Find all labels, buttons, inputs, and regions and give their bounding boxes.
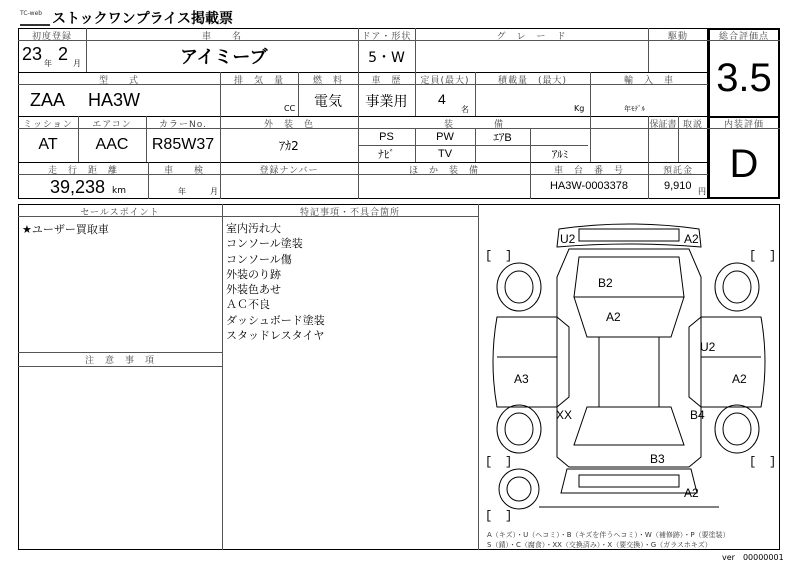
equip-ps: PS — [379, 131, 394, 143]
equip-alumi: ｱﾙﾐ — [551, 149, 569, 161]
door-shape-value: 5・W — [368, 50, 405, 66]
other-equipment-header: ほ か 装 備 — [408, 166, 479, 176]
mark-left-rear-door: XX — [556, 408, 573, 422]
legend-line-1: A（キズ）・U（ヘコミ）・B（キズを伴うヘコミ）・W（補修跡）・P（要塗装） — [487, 531, 730, 539]
chassis-no-header: 車 台 番 号 — [553, 166, 624, 176]
aircon-header: エアコン — [92, 120, 132, 130]
displacement-header: 排 気 量 — [233, 76, 284, 86]
grade-header: グ レ ー ド — [496, 32, 567, 42]
version-label: ver 00000001 — [722, 553, 784, 562]
warranty-header: 保証書 — [649, 120, 677, 130]
mark-right-side: A2 — [732, 372, 747, 386]
import-header: 輸 入 車 — [623, 76, 674, 86]
history-value: 事業用 — [365, 94, 408, 110]
load-header: 積載量 (最大) — [497, 76, 568, 86]
color-no-header: カラーNo. — [159, 120, 207, 130]
mileage-header: 走 行 距 離 — [47, 166, 118, 176]
legend-line-2: S（錆）・C（腐食）・XX（交換済み）・X（要交換）・G（ガラスホキズ） — [487, 541, 712, 549]
capacity-header: 定員(最大) — [420, 76, 470, 86]
note-item: ダッシュボード塗装 — [226, 313, 325, 327]
insp-month-unit: 月 — [210, 187, 218, 196]
svg-text:]: ] — [505, 249, 513, 263]
note-item: ＡＣ不良 — [226, 298, 270, 312]
mark-front-bumper-right: A2 — [684, 232, 699, 246]
est-price-value: 9,910 — [664, 180, 692, 192]
door-shape-header: ドア・形状 — [361, 32, 412, 42]
mark-front-bumper-left: U2 — [560, 232, 576, 246]
equip-pw: PW — [436, 131, 454, 143]
yen-unit: 円 — [698, 187, 706, 196]
car-name-header: 車 名 — [201, 32, 242, 42]
svg-text:]: ] — [769, 249, 777, 263]
svg-text:]: ] — [505, 509, 513, 523]
import-note: 年ﾓﾃﾞﾙ — [624, 105, 645, 113]
interior-score-header: 内装評価 — [723, 120, 764, 130]
mark-rear-hatch: B3 — [650, 452, 665, 466]
note-item: 室内汚れ大 — [226, 222, 281, 235]
mission-value: AT — [38, 136, 58, 153]
mission-header: ミッション — [23, 120, 73, 130]
load-unit: Kg — [574, 104, 585, 113]
manual-header: 取説 — [682, 120, 703, 130]
month-unit: 月 — [73, 59, 81, 68]
reg-number-header: 登録ナンバー — [259, 166, 319, 176]
page-title: ストックワンプライス掲載票 — [52, 11, 234, 27]
svg-text:]: ] — [505, 455, 513, 469]
fuel-value: 電気 — [314, 94, 342, 110]
mileage-unit: km — [112, 186, 126, 196]
svg-text:[: [ — [749, 249, 757, 263]
first-reg-header: 初度登録 — [31, 32, 72, 42]
note-item: スタッドレスタイヤ — [226, 329, 325, 343]
capacity-value: 4 — [438, 91, 446, 107]
sales-points-header: セールスポイント — [80, 208, 160, 218]
insp-year-unit: 年 — [178, 187, 186, 196]
equipment-header: 装 備 — [443, 120, 504, 130]
first-reg-month: 2 — [58, 44, 69, 64]
total-score-header: 総合評価点 — [718, 32, 769, 42]
cc-unit: CC — [284, 104, 296, 113]
mileage-value: 39,238 — [50, 177, 106, 197]
brand-logo: TC-web — [20, 10, 50, 26]
capacity-unit: 名 — [461, 105, 469, 114]
fuel-header: 燃 料 — [312, 76, 343, 86]
notes-header: 特記事項・不具合箇所 — [299, 208, 400, 218]
note-item: 外装のり跡 — [226, 267, 281, 281]
exterior-color-value: ｱｶ2 — [279, 138, 299, 153]
equip-airbag: ｴｱB — [493, 132, 512, 144]
mark-rear-bumper: A2 — [684, 486, 699, 500]
total-score-value: 3.5 — [716, 56, 772, 100]
equip-tv: TV — [437, 148, 453, 160]
drive-header: 駆動 — [667, 32, 688, 42]
inspection-header: 車 検 — [163, 166, 204, 176]
mark-right-rear-door: B4 — [690, 408, 705, 422]
note-item: コンソール塗装 — [226, 237, 303, 251]
color-no-value: R85W37 — [151, 136, 215, 153]
exterior-color-header: 外 装 色 — [263, 120, 314, 130]
note-item: 外装色あせ — [226, 283, 281, 297]
note-item: コンソール傷 — [226, 252, 292, 266]
est-price-header: 預託金 — [662, 166, 693, 176]
history-header: 車 歴 — [371, 76, 402, 86]
interior-score-value: D — [729, 141, 759, 186]
year-unit: 年 — [44, 59, 52, 68]
chassis-no-value: HA3W-0003378 — [549, 180, 629, 192]
svg-text:[: [ — [749, 455, 757, 469]
mark-right-front-door: U2 — [700, 340, 716, 354]
model-prefix-value: ZAA — [30, 90, 66, 110]
car-name-value: アイミーブ — [180, 47, 268, 68]
aircon-value: AAC — [95, 136, 129, 153]
equip-navi: ﾅﾋﾞ — [378, 149, 395, 161]
sales-point-item: ★ユーザー買取車 — [22, 223, 109, 236]
model-header: 型 式 — [98, 76, 139, 86]
caution-header: 注 意 事 項 — [84, 356, 155, 366]
mark-left-side: A3 — [514, 372, 529, 386]
svg-text:[: [ — [485, 509, 493, 523]
notes-list — [226, 221, 325, 343]
svg-text:[: [ — [485, 249, 493, 263]
first-reg-year: 23 — [22, 44, 43, 64]
svg-text:]: ] — [769, 455, 777, 469]
model-value: HA3W — [88, 90, 141, 110]
mark-roof: A2 — [606, 310, 621, 324]
svg-text:[: [ — [485, 455, 493, 469]
mark-hood: B2 — [598, 276, 613, 290]
